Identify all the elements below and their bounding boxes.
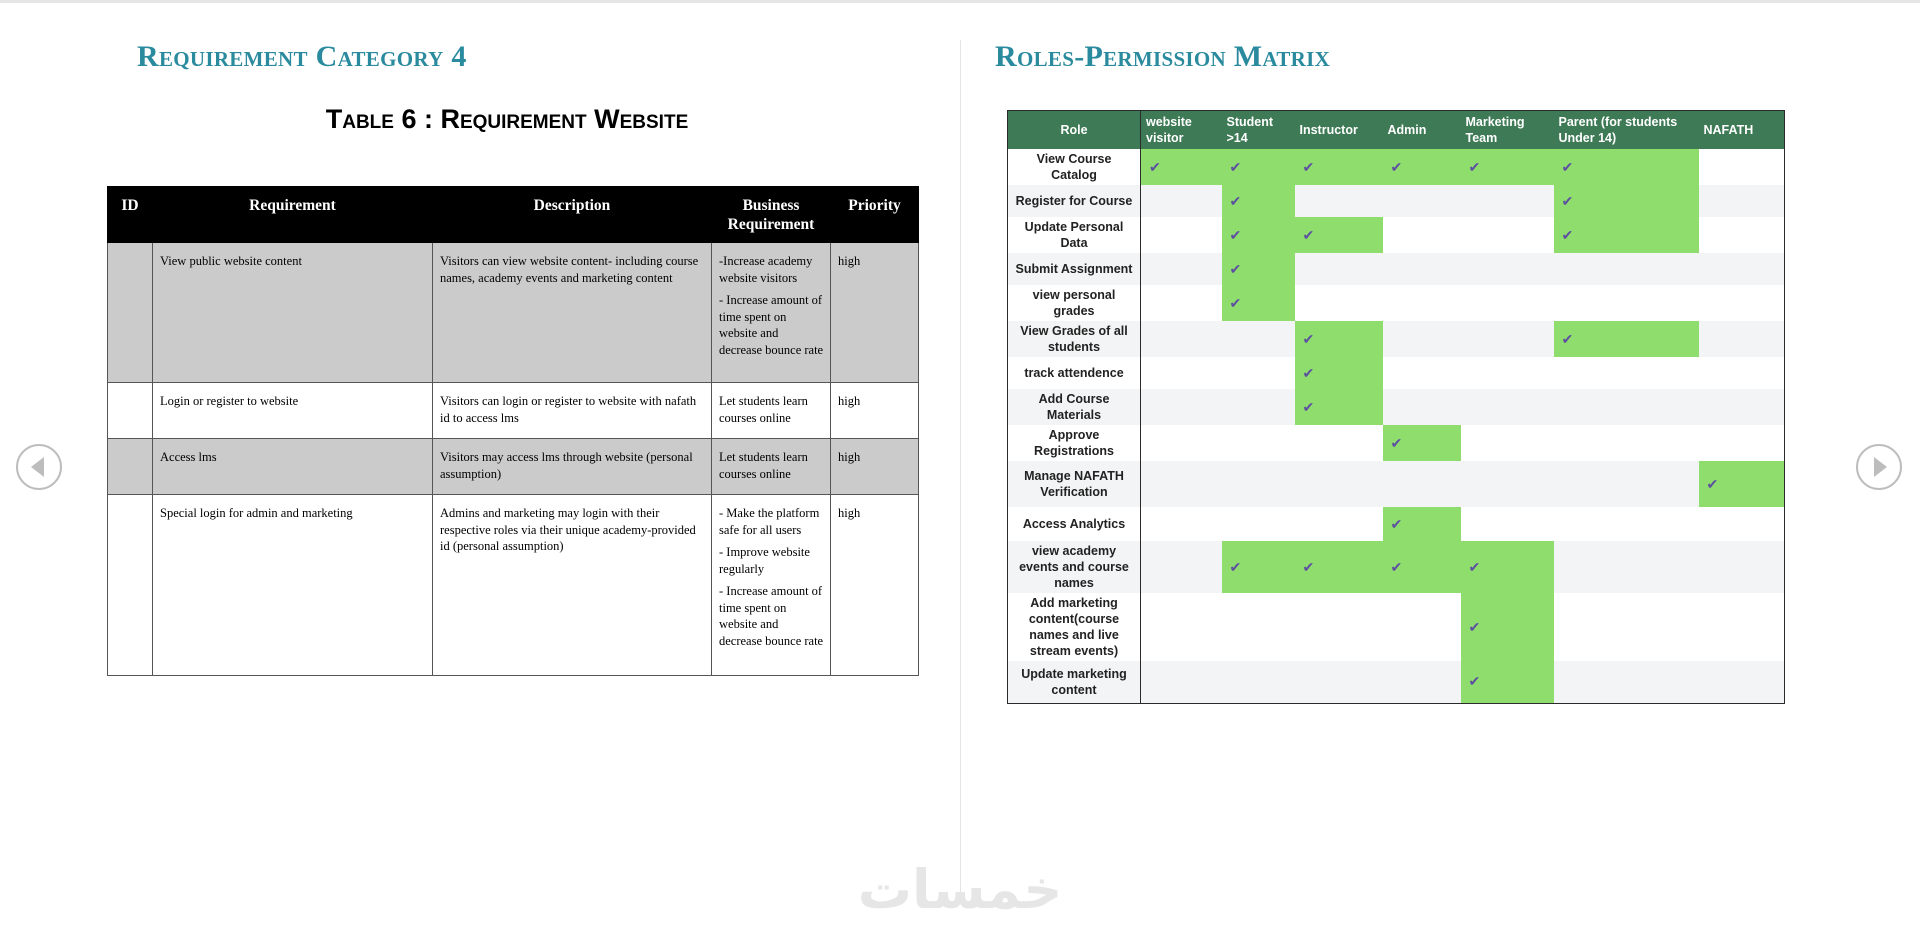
checkmark-icon: ✔ (1468, 673, 1481, 690)
permission-cell (1461, 425, 1554, 461)
checkmark-icon: ✔ (1229, 226, 1242, 243)
permission-cell (1295, 389, 1383, 425)
permission-cell (1383, 541, 1461, 593)
matrix-header-col: Instructor (1295, 111, 1383, 150)
permission-cell (1461, 321, 1554, 357)
permission-cell (1141, 149, 1222, 185)
checkmark-icon: ✔ (1229, 158, 1242, 175)
permission-cell (1222, 661, 1295, 703)
checkmark-icon: ✔ (1229, 294, 1242, 311)
matrix-row-label: track attendence (1008, 357, 1141, 389)
matrix-header-col: Marketing Team (1461, 111, 1554, 150)
checkmark-icon: ✔ (1468, 618, 1481, 635)
checkmark-icon: ✔ (1302, 226, 1315, 243)
matrix-header-col: Parent (for students Under 14) (1554, 111, 1699, 150)
matrix-row-label: Add Course Materials (1008, 389, 1141, 425)
permission-cell (1295, 357, 1383, 389)
matrix-row-label: Register for Course (1008, 185, 1141, 217)
permission-cell (1554, 507, 1699, 541)
checkmark-icon: ✔ (1468, 158, 1481, 175)
permission-cell (1554, 593, 1699, 661)
chevron-left-icon (31, 457, 44, 477)
checkmark-icon: ✔ (1390, 558, 1403, 575)
cell-description: Visitors may access lms through website (personal assumption) (433, 439, 712, 495)
permission-cell (1461, 661, 1554, 703)
cell-priority: high (831, 439, 919, 495)
permission-cell (1699, 357, 1785, 389)
checkmark-icon: ✔ (1561, 158, 1574, 175)
cell-business (712, 243, 831, 383)
permission-cell (1383, 217, 1461, 253)
cell-business (712, 495, 831, 676)
matrix-row-label: Update marketing content (1008, 661, 1141, 703)
roles-permission-matrix (1007, 110, 1785, 704)
permission-cell (1554, 425, 1699, 461)
permission-cell (1699, 389, 1785, 425)
prev-page-button[interactable] (16, 444, 62, 490)
permission-cell (1461, 253, 1554, 285)
checkmark-icon: ✔ (1390, 515, 1403, 532)
permission-cell (1699, 217, 1785, 253)
section-heading: Roles-Permission Matrix (995, 40, 1331, 73)
matrix-row-label: view personal grades (1008, 285, 1141, 321)
permission-cell (1141, 389, 1222, 425)
matrix-row (1008, 389, 1785, 425)
permission-cell (1295, 285, 1383, 321)
permission-cell (1295, 661, 1383, 703)
section-heading: Requirement Category 4 (137, 40, 467, 73)
matrix-row-label: View Grades of all students (1008, 321, 1141, 357)
next-page-button[interactable] (1856, 444, 1902, 490)
permission-cell (1141, 425, 1222, 461)
checkmark-icon: ✔ (1706, 475, 1719, 492)
permission-cell (1222, 217, 1295, 253)
business-item: - Increase amount of time spent on website and decrease bounce rate (719, 293, 824, 357)
matrix-row (1008, 321, 1785, 357)
matrix-row (1008, 149, 1785, 185)
business-item: - Improve website regularly (719, 545, 810, 576)
permission-cell (1383, 357, 1461, 389)
permission-cell (1222, 357, 1295, 389)
permission-cell (1295, 461, 1383, 507)
column-header-priority: Priority (831, 187, 919, 243)
matrix-header-row (1008, 111, 1785, 150)
permission-cell (1295, 321, 1383, 357)
cell-priority: high (831, 243, 919, 383)
permission-cell (1554, 253, 1699, 285)
cell-business (712, 383, 831, 439)
cell-business (712, 439, 831, 495)
cell-priority: high (831, 495, 919, 676)
matrix-row (1008, 461, 1785, 507)
cell-id (108, 495, 153, 676)
checkmark-icon: ✔ (1302, 158, 1315, 175)
matrix-row-label: view academy events and course names (1008, 541, 1141, 593)
cell-requirement: Login or register to website (153, 383, 433, 439)
checkmark-icon: ✔ (1229, 558, 1242, 575)
permission-cell (1141, 593, 1222, 661)
checkmark-icon: ✔ (1229, 260, 1242, 277)
checkmark-icon: ✔ (1149, 158, 1161, 175)
checkmark-icon: ✔ (1302, 398, 1315, 415)
matrix-header-role: Role (1008, 111, 1141, 150)
permission-cell (1699, 321, 1785, 357)
permission-cell (1141, 217, 1222, 253)
permission-cell (1699, 461, 1785, 507)
matrix-row-label: Approve Registrations (1008, 425, 1141, 461)
permission-cell (1295, 217, 1383, 253)
matrix-row (1008, 357, 1785, 389)
permission-cell (1383, 285, 1461, 321)
permission-cell (1699, 253, 1785, 285)
permission-cell (1222, 321, 1295, 357)
permission-cell (1554, 285, 1699, 321)
business-item: Let students learn courses online (719, 394, 808, 425)
column-header-id: ID (108, 187, 153, 243)
checkmark-icon: ✔ (1229, 192, 1242, 209)
permission-cell (1461, 593, 1554, 661)
permission-cell (1554, 461, 1699, 507)
permission-cell (1383, 185, 1461, 217)
matrix-header-col: Admin (1383, 111, 1461, 150)
cell-id (108, 439, 153, 495)
matrix-row (1008, 285, 1785, 321)
business-item: Let students learn courses online (719, 450, 808, 481)
permission-cell (1383, 661, 1461, 703)
permission-cell (1295, 541, 1383, 593)
cell-requirement: View public website content (153, 243, 433, 383)
column-header-requirement: Requirement (153, 187, 433, 243)
matrix-row (1008, 507, 1785, 541)
permission-cell (1461, 217, 1554, 253)
table-row (108, 383, 919, 439)
cell-description: Visitors can view website content- including course names, academy events and marketing content (433, 243, 712, 383)
permission-cell (1383, 149, 1461, 185)
permission-cell (1699, 661, 1785, 703)
matrix-row-label: Update Personal Data (1008, 217, 1141, 253)
matrix-row-label: Add marketing content(course names and live stream events) (1008, 593, 1141, 661)
matrix-row-label: View Course Catalog (1008, 149, 1141, 185)
permission-cell (1554, 321, 1699, 357)
permission-cell (1141, 321, 1222, 357)
column-header-business: Business Requirement (712, 187, 831, 243)
permission-cell (1141, 357, 1222, 389)
business-item: - Increase amount of time spent on website and decrease bounce rate (719, 584, 824, 648)
permission-cell (1295, 149, 1383, 185)
matrix-row (1008, 593, 1785, 661)
permission-cell (1141, 253, 1222, 285)
permission-cell (1295, 253, 1383, 285)
permission-cell (1699, 507, 1785, 541)
permission-cell (1554, 661, 1699, 703)
permission-cell (1222, 425, 1295, 461)
permission-cell (1141, 185, 1222, 217)
matrix-row (1008, 661, 1785, 703)
matrix-row-label: Access Analytics (1008, 507, 1141, 541)
permission-cell (1554, 389, 1699, 425)
permission-cell (1699, 541, 1785, 593)
checkmark-icon: ✔ (1561, 330, 1574, 347)
permission-cell (1699, 149, 1785, 185)
permission-cell (1383, 389, 1461, 425)
permission-cell (1699, 285, 1785, 321)
permission-cell (1554, 185, 1699, 217)
table-row (108, 243, 919, 383)
permission-cell (1222, 253, 1295, 285)
permission-cell (1461, 389, 1554, 425)
permission-cell (1141, 661, 1222, 703)
chevron-right-icon (1874, 457, 1887, 477)
permission-cell (1222, 389, 1295, 425)
cell-priority: high (831, 383, 919, 439)
permission-cell (1383, 507, 1461, 541)
column-header-description: Description (433, 187, 712, 243)
permission-cell (1141, 507, 1222, 541)
permission-cell (1699, 593, 1785, 661)
permission-cell (1461, 185, 1554, 217)
requirements-table (107, 186, 919, 676)
permission-cell (1383, 425, 1461, 461)
matrix-row (1008, 541, 1785, 593)
matrix-row (1008, 217, 1785, 253)
permission-cell (1554, 217, 1699, 253)
permission-cell (1383, 461, 1461, 507)
permission-cell (1222, 541, 1295, 593)
checkmark-icon: ✔ (1561, 226, 1574, 243)
table-title: Table 6 : Requirement Website (325, 104, 689, 134)
matrix-header-col: NAFATH (1699, 111, 1785, 150)
permission-cell (1141, 461, 1222, 507)
matrix-row (1008, 425, 1785, 461)
permission-cell (1383, 253, 1461, 285)
permission-cell (1554, 357, 1699, 389)
permission-cell (1222, 285, 1295, 321)
watermark-logo: خمسات (857, 862, 1063, 918)
permission-cell (1222, 461, 1295, 507)
cell-description: Visitors can login or register to website with nafath id to access lms (433, 383, 712, 439)
permission-cell (1461, 541, 1554, 593)
cell-requirement: Special login for admin and marketing (153, 495, 433, 676)
checkmark-icon: ✔ (1302, 364, 1315, 381)
permission-cell (1699, 185, 1785, 217)
permission-cell (1141, 285, 1222, 321)
permission-cell (1461, 357, 1554, 389)
permission-cell (1383, 321, 1461, 357)
permission-cell (1383, 593, 1461, 661)
permission-cell (1295, 593, 1383, 661)
checkmark-icon: ✔ (1390, 158, 1403, 175)
checkmark-icon: ✔ (1468, 558, 1481, 575)
checkmark-icon: ✔ (1302, 330, 1315, 347)
permission-cell (1461, 285, 1554, 321)
permission-cell (1554, 541, 1699, 593)
permission-cell (1222, 507, 1295, 541)
cell-id (108, 383, 153, 439)
checkmark-icon: ✔ (1390, 434, 1403, 451)
permission-cell (1461, 461, 1554, 507)
matrix-header-col: Student >14 (1222, 111, 1295, 150)
business-item: - Make the platform safe for all users (719, 506, 820, 537)
checkmark-icon: ✔ (1561, 192, 1574, 209)
permission-cell (1222, 185, 1295, 217)
permission-cell (1699, 425, 1785, 461)
permission-cell (1295, 185, 1383, 217)
business-item: -Increase academy website visitors (719, 254, 813, 285)
right-page (961, 0, 1920, 933)
table-row (108, 495, 919, 676)
cell-requirement: Access lms (153, 439, 433, 495)
permission-cell (1295, 507, 1383, 541)
permission-cell (1141, 541, 1222, 593)
matrix-row-label: Manage NAFATH Verification (1008, 461, 1141, 507)
table-header-row (108, 187, 919, 243)
permission-cell (1222, 593, 1295, 661)
permission-cell (1554, 149, 1699, 185)
permission-cell (1295, 425, 1383, 461)
matrix-row (1008, 185, 1785, 217)
cell-description: Admins and marketing may login with their respective roles via their unique academy-provided id (personal assumption) (433, 495, 712, 676)
cell-id (108, 243, 153, 383)
permission-cell (1461, 149, 1554, 185)
matrix-row-label: Submit Assignment (1008, 253, 1141, 285)
checkmark-icon: ✔ (1302, 558, 1315, 575)
matrix-header-col: website visitor (1141, 111, 1222, 150)
permission-cell (1222, 149, 1295, 185)
table-row (108, 439, 919, 495)
matrix-row (1008, 253, 1785, 285)
permission-cell (1461, 507, 1554, 541)
